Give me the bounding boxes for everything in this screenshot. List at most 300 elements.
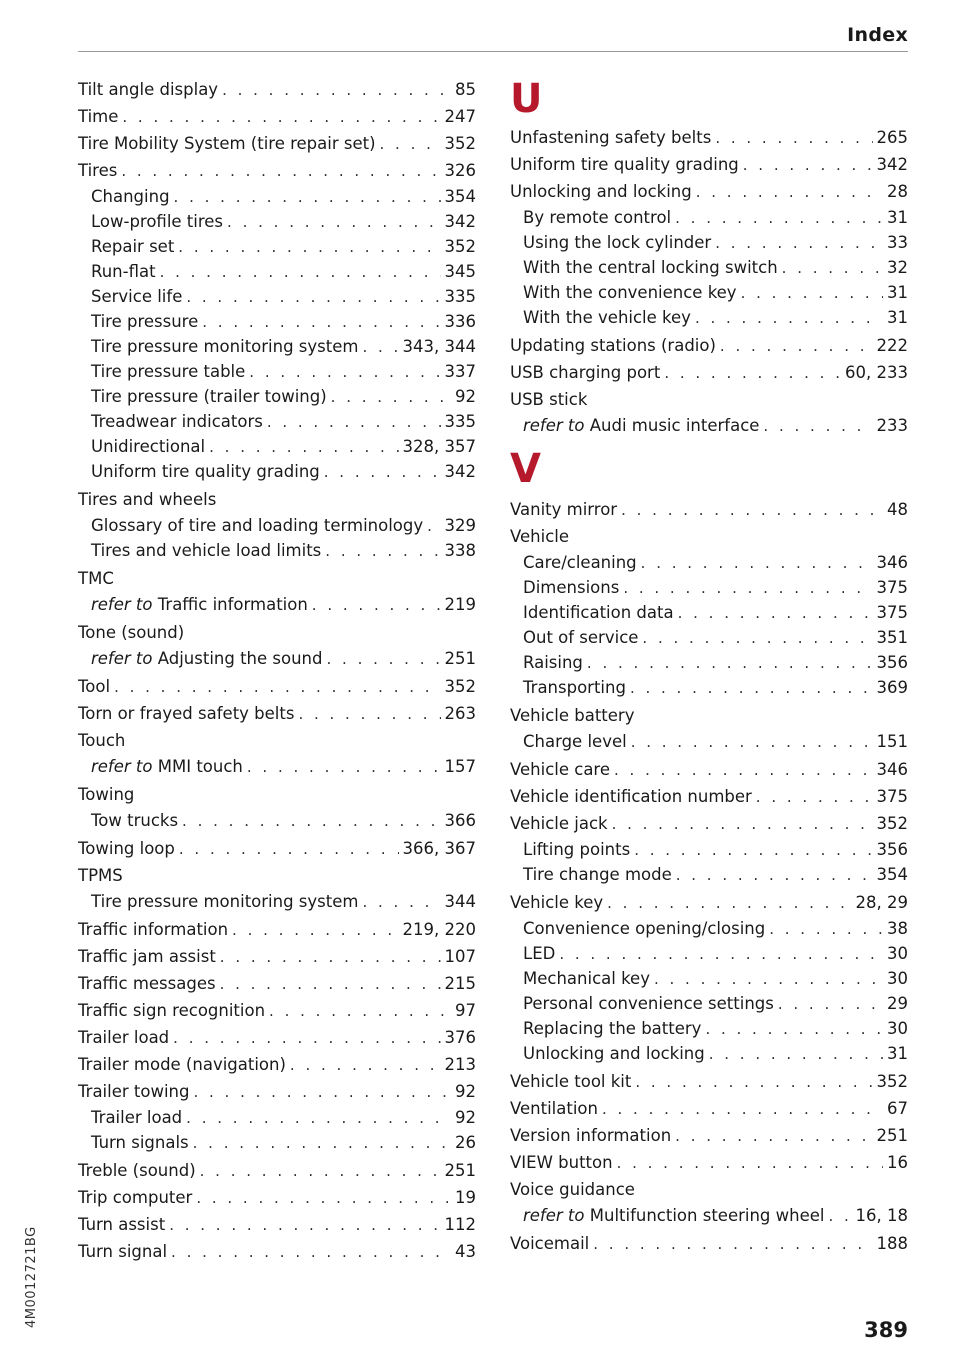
entry-label: Vehicle identification number [510,787,752,806]
entry-label: Unidirectional [91,437,206,456]
page-reference: 31 [887,208,908,227]
entry-label: Vehicle tool kit [510,1072,632,1091]
entry-label: Trip computer [78,1188,193,1207]
dot-leader [602,1096,883,1123]
dot-leader [232,917,398,944]
page-reference: 188 [876,1234,908,1253]
entry-label: Tire pressure [91,312,199,331]
entry-label: Convenience opening/closing [523,919,766,938]
dot-leader [227,210,440,235]
entry-label: Time [78,107,119,126]
page-reference: 157 [444,757,476,776]
dot-leader [654,967,883,992]
entry-label: Trailer towing [78,1082,190,1101]
page-reference: 342 [444,212,476,231]
dot-leader [324,460,441,485]
index-entry [78,997,476,1024]
index-subentry [78,459,476,484]
page-reference: 335 [444,287,476,306]
index-subentry [78,359,476,384]
cross-reference-target: MMI touch [157,757,243,776]
page-reference: 43 [455,1242,476,1261]
entry-label: Tire pressure monitoring system [91,337,359,356]
entry-label: Tow trucks [91,811,179,830]
dot-leader [593,1231,872,1258]
dot-leader [678,601,873,626]
dot-leader [763,414,872,439]
dot-leader [362,890,440,915]
dot-leader [587,651,873,676]
page-reference: 366 [444,811,476,830]
page-reference: 342 [444,462,476,481]
index-entry [78,835,476,862]
index-entry [78,103,476,130]
entry-label: Turn assist [78,1215,166,1234]
index-entry [510,1068,908,1095]
dot-leader [782,256,883,281]
index-entry [78,1051,476,1078]
index-entry [78,727,476,754]
entry-label: Out of service [523,628,639,647]
page-reference: 336 [444,312,476,331]
entry-label: Traffic information [78,920,229,939]
index-subentry [510,625,908,650]
dot-leader [778,992,883,1017]
index-entry [78,1184,476,1211]
dot-leader [169,1212,440,1239]
page-reference: 29 [887,994,908,1013]
dot-leader [121,158,440,185]
entry-label: Vanity mirror [510,500,618,519]
entry-label: Tire pressure (trailer towing) [91,387,327,406]
page-reference: 28 [887,182,908,201]
dot-leader [247,755,441,780]
index-entry [510,178,908,205]
page-reference: 16, 18 [855,1206,908,1225]
entry-label: Service life [91,287,183,306]
entry-label: TPMS [78,866,123,885]
page-reference: 97 [455,1001,476,1020]
cross-reference-prefix: refer to [91,757,153,776]
page-reference: 352 [444,677,476,696]
page-reference: 251 [876,1126,908,1145]
document-code-vertical [24,1188,40,1328]
entry-label: Ventilation [510,1099,598,1118]
page-reference: 67 [887,1099,908,1118]
entry-label: Repair set [91,237,175,256]
dot-leader [186,1106,451,1131]
page-reference: 354 [876,865,908,884]
entry-label: Unfastening safety belts [510,128,712,147]
page-reference: 85 [455,80,476,99]
dot-leader [769,917,883,942]
dot-leader [617,1150,883,1177]
entry-label: Mechanical key [523,969,650,988]
entry-label: Traffic messages [78,974,216,993]
dot-leader [715,125,872,152]
entry-label: Run-flat [91,262,156,281]
dot-leader [623,576,872,601]
entry-label: With the central locking switch [523,258,778,277]
index-subentry [78,284,476,309]
index-entry [78,862,476,889]
entry-label: Tilt angle display [78,80,219,99]
dot-leader [741,281,883,306]
entry-label: Towing [78,785,135,804]
index-subentry [510,230,908,255]
index-entry [78,673,476,700]
entry-label: Lifting points [523,840,631,859]
entry-label: Transporting [523,678,626,697]
dot-leader [173,1025,440,1052]
dot-leader [380,131,441,158]
entry-label: USB stick [510,390,588,409]
page-reference: 219 [444,595,476,614]
dot-leader [709,1042,883,1067]
entry-label: Vehicle [510,527,570,546]
entry-label: Changing [91,187,170,206]
index-subentry [510,675,908,700]
page-reference: 346 [876,553,908,572]
index-subentry [510,941,908,966]
index-subentry [510,862,908,887]
cross-reference-target: Adjusting the sound [157,649,323,668]
index-letter-heading: U [510,76,543,122]
page-reference: 344 [444,892,476,911]
page-reference: 213 [444,1055,476,1074]
index-entry [78,781,476,808]
page-reference: 366, 367 [402,839,476,858]
entry-label: Vehicle battery [510,706,635,725]
dot-leader [202,310,440,335]
index-subentry [510,729,908,754]
entry-label: Treble (sound) [78,1161,196,1180]
page-reference: 222 [876,336,908,355]
dot-leader [676,863,873,888]
page-reference: 31 [887,1044,908,1063]
entry-label: Unlocking and locking [510,182,692,201]
index-entry [510,496,908,523]
dot-leader [664,360,841,387]
index-entry [510,756,908,783]
entry-label [91,592,308,617]
index-subentry [510,550,908,575]
entry-label: Version information [510,1126,672,1145]
page-reference: 375 [876,603,908,622]
entry-label: Raising [523,653,583,672]
dot-leader [695,306,883,331]
index-subentry [78,538,476,563]
page-reference: 30 [887,969,908,988]
dot-leader [720,333,873,360]
page-reference: 233 [876,416,908,435]
index-column-right [510,76,908,1257]
entry-label: Personal convenience settings [523,994,774,1013]
page-reference: 352 [876,814,908,833]
dot-leader [559,942,883,967]
index-entry [510,151,908,178]
entry-label: With the convenience key [523,283,737,302]
index-subentry [510,1016,908,1041]
entry-label: Low-profile tires [91,212,224,231]
page-reference: 356 [876,840,908,859]
page-reference: 48 [887,500,908,519]
entry-label: Tire Mobility System (tire repair set) [78,134,376,153]
cross-reference-prefix: refer to [91,649,153,668]
entry-label: Tires and wheels [78,490,217,509]
index-subentry [78,209,476,234]
index-entry [510,1149,908,1176]
dot-leader [222,77,451,104]
index-subentry [510,305,908,330]
index-subentry [78,889,476,914]
dot-leader [635,1069,872,1096]
dot-leader [200,1158,441,1185]
index-subentry [78,184,476,209]
entry-label: Torn or frayed safety belts [78,704,295,723]
index-entry [510,1122,908,1149]
index-subentry [78,592,476,617]
entry-label: Turn signals [91,1133,189,1152]
page-reference: 16 [887,1153,908,1172]
dot-leader [743,152,873,179]
page-reference: 38 [887,919,908,938]
index-entry [78,157,476,184]
index-subentry [510,575,908,600]
entry-label: Tire pressure monitoring system [91,892,359,911]
dot-leader [193,1079,451,1106]
entry-label: Tone (sound) [78,623,185,642]
dot-leader [178,235,440,260]
entry-label: Trailer load [78,1028,170,1047]
page-reference: 92 [455,1108,476,1127]
page-reference: 328, 357 [402,437,476,456]
page-reference: 28, 29 [855,893,908,912]
dot-leader [642,626,872,651]
page-number: 389 [864,1318,908,1342]
entry-label: Tool [78,677,111,696]
index-subentry [78,259,476,284]
entry-label: Trailer mode (navigation) [78,1055,286,1074]
entry-label: Using the lock cylinder [523,233,712,252]
index-subentry [510,837,908,862]
dot-leader [641,551,873,576]
index-entry [510,810,908,837]
index-subentry [510,916,908,941]
entry-label: With the vehicle key [523,308,691,327]
page-reference: 354 [444,187,476,206]
index-subentry [78,646,476,671]
index-entry [510,523,908,550]
page-reference: 251 [444,649,476,668]
entry-label: Voicemail [510,1234,590,1253]
page-header-title: Index [847,24,908,46]
page-reference: 30 [887,944,908,963]
dot-leader [298,701,440,728]
dot-leader [160,260,441,285]
entry-label: Replacing the battery [523,1019,702,1038]
index-subentry [510,280,908,305]
index-entry [78,76,476,103]
entry-label: Uniform tire quality grading [91,462,320,481]
dot-leader [325,539,440,564]
dot-leader [696,179,883,206]
entry-label: Turn signal [78,1242,168,1261]
page-reference: 31 [887,308,908,327]
page-reference: 343, 344 [402,337,476,356]
header-rule [78,51,908,52]
cross-reference-prefix: refer to [523,416,585,435]
index-subentry [510,413,908,438]
index-entry [510,1176,908,1203]
entry-label: Vehicle key [510,893,604,912]
entry-label: Updating stations (radio) [510,336,716,355]
dot-leader [114,674,440,701]
page-reference: 345 [444,262,476,281]
cross-reference-prefix: refer to [523,1206,585,1225]
dot-leader [427,514,440,539]
index-entry [78,943,476,970]
entry-label: Glossary of tire and loading terminology [91,516,424,535]
entry-label: LED [523,944,556,963]
entry-label: Tires and vehicle load limits [91,541,322,560]
dot-leader [828,1204,851,1229]
index-subentry [78,754,476,779]
page-reference: 375 [876,787,908,806]
dot-leader [182,809,440,834]
dot-leader [631,730,873,755]
index-entry [78,619,476,646]
entry-label: Treadwear indicators [91,412,263,431]
dot-leader [186,285,440,310]
dot-leader [290,1052,441,1079]
entry-label: Trailer load [91,1108,183,1127]
entry-label: Uniform tire quality grading [510,155,739,174]
page-reference: 352 [444,237,476,256]
index-column-left [78,76,476,1265]
index-entry [510,332,908,359]
page-reference: 33 [887,233,908,252]
entry-label: Charge level [523,732,627,751]
index-entry [78,1078,476,1105]
entry-label: Vehicle jack [510,814,608,833]
entry-label: VIEW button [510,1153,613,1172]
dot-leader [630,676,873,701]
index-entry [510,783,908,810]
dot-leader [174,185,441,210]
index-subentry [510,1203,908,1228]
page-reference: 92 [455,1082,476,1101]
page-reference: 92 [455,387,476,406]
dot-leader [715,231,883,256]
entry-label: USB charging port [510,363,661,382]
page-reference: 338 [444,541,476,560]
page-reference: 19 [455,1188,476,1207]
entry-label: Dimensions [523,578,620,597]
entry-label: Vehicle care [510,760,611,779]
page-reference: 337 [444,362,476,381]
dot-leader [621,497,883,524]
page-reference: 107 [444,947,476,966]
page-reference: 356 [876,653,908,672]
dot-leader [362,335,398,360]
index-subentry [78,434,476,459]
index-subentry [510,966,908,991]
page-reference: 346 [876,760,908,779]
page-reference: 60, 233 [845,363,908,382]
page-reference: 369 [876,678,908,697]
dot-leader [209,435,398,460]
entry-label: TMC [78,569,114,588]
dot-leader [249,360,440,385]
page-reference: 112 [444,1215,476,1234]
page-reference: 26 [455,1133,476,1152]
entry-label: Traffic jam assist [78,947,216,966]
page-reference: 351 [876,628,908,647]
entry-label [523,1203,824,1228]
page-reference: 30 [887,1019,908,1038]
dot-leader [612,811,873,838]
dot-leader [607,890,851,917]
dot-leader [634,838,872,863]
index-subentry [510,1041,908,1066]
page-reference: 263 [444,704,476,723]
page-reference: 352 [444,134,476,153]
entry-label: Traffic sign recognition [78,1001,266,1020]
index-subentry [510,650,908,675]
index-entry [510,359,908,386]
entry-label [91,754,243,779]
entry-label [523,413,759,438]
cross-reference-prefix: refer to [91,595,153,614]
dot-leader [171,1239,451,1266]
index-subentry [510,205,908,230]
dot-leader [614,757,872,784]
index-subentry [78,334,476,359]
index-entry [78,700,476,727]
entry-label: Tire change mode [523,865,672,884]
dot-leader [327,647,441,672]
index-subentry [78,234,476,259]
index-entry [78,1211,476,1238]
page-reference: 247 [444,107,476,126]
index-entry [78,1157,476,1184]
dot-leader [196,1185,451,1212]
index-entry [78,1024,476,1051]
index-entry [78,970,476,997]
entry-label: Towing loop [78,839,175,858]
entry-label: Touch [78,731,126,750]
page-reference: 375 [876,578,908,597]
entry-label: Care/cleaning [523,553,637,572]
dot-leader [331,385,451,410]
document-code-text: 4M0012721BG [24,1226,39,1328]
page-reference: 32 [887,258,908,277]
index-entry [78,565,476,592]
page-reference: 335 [444,412,476,431]
page-reference: 342 [876,155,908,174]
dot-leader [179,836,399,863]
entry-label: Unlocking and locking [523,1044,705,1063]
dot-leader [269,998,451,1025]
page-reference: 219, 220 [402,920,476,939]
page-reference: 215 [444,974,476,993]
index-entry [510,1095,908,1122]
index-subentry [78,384,476,409]
dot-leader [675,206,883,231]
index-subentry [510,255,908,280]
index-subentry [78,1130,476,1155]
